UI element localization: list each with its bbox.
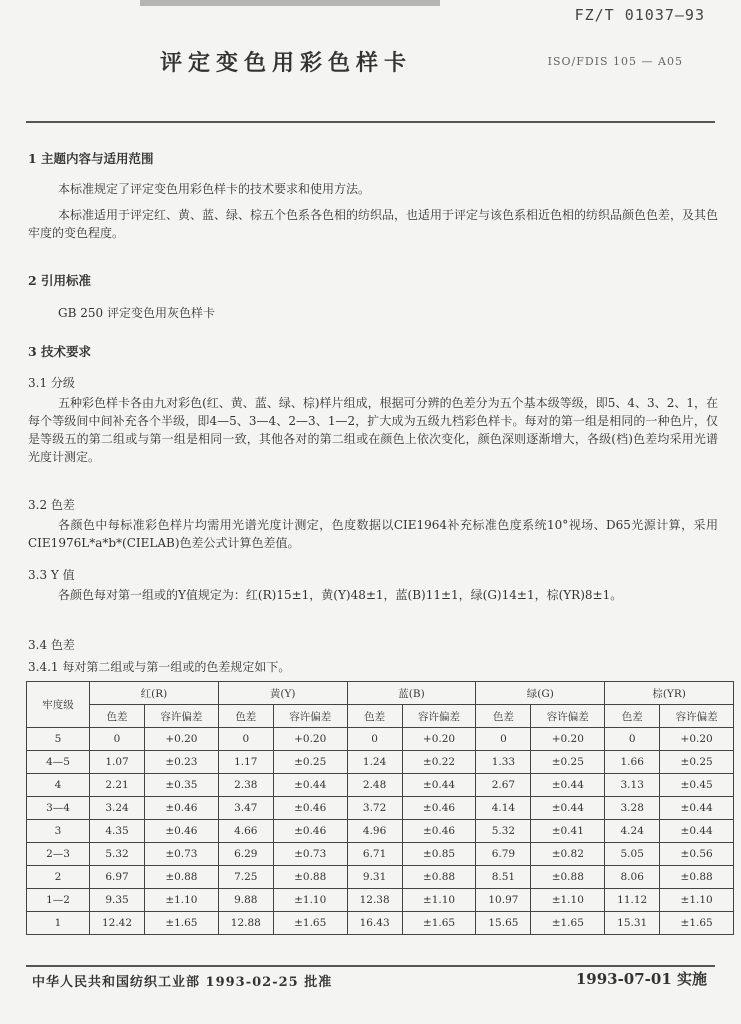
difference-cell: 9.35 <box>90 889 145 912</box>
section-1-title: 1 主题内容与适用范围 <box>28 151 154 166</box>
tolerance-cell: ±1.65 <box>273 912 347 935</box>
tolerance-cell: ±0.56 <box>660 843 734 866</box>
grade-cell: 4 <box>27 774 90 797</box>
table-row <box>27 774 734 797</box>
tolerance-cell: ±0.25 <box>660 751 734 774</box>
section-3-3-para: 各颜色每对第一组或的Y值规定为：红(R)15±1，黄(Y)48±1，蓝(B)11±1，绿(G)14±1，棕(YR)8±1。 <box>58 588 623 602</box>
subheader-cell: 色差 <box>347 705 402 728</box>
difference-cell: 15.31 <box>605 912 660 935</box>
effective-date: 1993-07-01 实施 <box>575 970 707 988</box>
grade-header: 牢度级 <box>27 682 90 728</box>
tolerance-cell: ±0.46 <box>402 797 476 820</box>
tolerance-cell: ±0.44 <box>660 820 734 843</box>
tolerance-cell: ±1.10 <box>145 889 219 912</box>
difference-cell: 4.14 <box>476 797 531 820</box>
tolerance-cell: ±1.65 <box>145 912 219 935</box>
tolerance-cell: ±0.45 <box>660 774 734 797</box>
difference-cell: 1.33 <box>476 751 531 774</box>
tolerance-cell: ±0.25 <box>531 751 605 774</box>
difference-cell: 3.24 <box>90 797 145 820</box>
group-header-yellow: 黄(Y) <box>218 682 347 705</box>
grade-cell: 2 <box>27 866 90 889</box>
tolerance-cell: +0.20 <box>660 728 734 751</box>
difference-cell: 15.65 <box>476 912 531 935</box>
difference-cell: 0 <box>218 728 273 751</box>
tolerance-cell: ±0.46 <box>273 820 347 843</box>
approval-note: 中华人民共和国纺织工业部 1993-02-25 批准 <box>32 975 333 990</box>
tolerance-cell: ±0.44 <box>402 774 476 797</box>
tolerance-cell: ±0.44 <box>273 774 347 797</box>
table-row <box>27 797 734 820</box>
tolerance-cell: ±1.65 <box>402 912 476 935</box>
document-title: 评定变色用彩色样卡 <box>160 50 413 76</box>
tolerance-cell: ±0.23 <box>145 751 219 774</box>
difference-cell: 11.12 <box>605 889 660 912</box>
tolerance-cell: ±0.46 <box>145 820 219 843</box>
section-3-2-title: 3.2 色差 <box>28 498 75 512</box>
tolerance-cell: ±1.10 <box>402 889 476 912</box>
group-header-blue: 蓝(B) <box>347 682 476 705</box>
section-3-4-title: 3.4 色差 <box>28 638 75 652</box>
tolerance-cell: ±0.44 <box>660 797 734 820</box>
table-row <box>27 843 734 866</box>
table-row <box>27 820 734 843</box>
tolerance-cell: ±0.41 <box>531 820 605 843</box>
subheader-cell: 色差 <box>605 705 660 728</box>
difference-cell: 5.32 <box>90 843 145 866</box>
color-difference-table <box>26 681 734 935</box>
grade-cell: 5 <box>27 728 90 751</box>
difference-cell: 2.48 <box>347 774 402 797</box>
tolerance-cell: ±0.73 <box>145 843 219 866</box>
subheader-cell: 容许偏差 <box>402 705 476 728</box>
subheader-cell: 色差 <box>218 705 273 728</box>
difference-cell: 0 <box>347 728 402 751</box>
tolerance-cell: +0.20 <box>531 728 605 751</box>
subheader-cell: 容许偏差 <box>531 705 605 728</box>
difference-cell: 1.24 <box>347 751 402 774</box>
difference-cell: 6.29 <box>218 843 273 866</box>
equivalent-standard: ISO/FDIS 105 — A05 <box>547 55 683 68</box>
tolerance-cell: ±0.46 <box>402 820 476 843</box>
difference-cell: 1.17 <box>218 751 273 774</box>
difference-cell: 3.47 <box>218 797 273 820</box>
tolerance-cell: ±0.88 <box>145 866 219 889</box>
difference-cell: 1.66 <box>605 751 660 774</box>
difference-cell: 1.07 <box>90 751 145 774</box>
difference-cell: 9.88 <box>218 889 273 912</box>
table-row <box>27 912 734 935</box>
section-2-title: 2 引用标准 <box>28 273 92 288</box>
tolerance-cell: ±1.10 <box>273 889 347 912</box>
difference-cell: 12.38 <box>347 889 402 912</box>
difference-cell: 0 <box>605 728 660 751</box>
tolerance-cell: +0.20 <box>145 728 219 751</box>
difference-cell: 12.42 <box>90 912 145 935</box>
subheader-cell: 色差 <box>90 705 145 728</box>
difference-cell: 6.97 <box>90 866 145 889</box>
table-body <box>27 728 734 935</box>
table-row <box>27 866 734 889</box>
tolerance-cell: ±0.44 <box>531 774 605 797</box>
section-2-para-1: GB 250 评定变色用灰色样卡 <box>58 306 215 320</box>
difference-cell: 16.43 <box>347 912 402 935</box>
tolerance-cell: ±1.10 <box>660 889 734 912</box>
grade-cell: 3—4 <box>27 797 90 820</box>
section-3-title: 3 技术要求 <box>28 344 92 359</box>
tolerance-cell: +0.20 <box>402 728 476 751</box>
subheader-cell: 容许偏差 <box>660 705 734 728</box>
subheader-cell: 容许偏差 <box>273 705 347 728</box>
grade-cell: 1—2 <box>27 889 90 912</box>
difference-cell: 12.88 <box>218 912 273 935</box>
section-1-para-1: 本标准规定了评定变色用彩色样卡的技术要求和使用方法。 <box>58 182 371 196</box>
table-row <box>27 751 734 774</box>
difference-cell: 4.24 <box>605 820 660 843</box>
difference-cell: 5.32 <box>476 820 531 843</box>
tolerance-cell: ±1.65 <box>531 912 605 935</box>
tolerance-cell: +0.20 <box>273 728 347 751</box>
difference-cell: 7.25 <box>218 866 273 889</box>
grade-cell: 4—5 <box>27 751 90 774</box>
section-3-4-1-title: 3.4.1 每对第二组或与第一组或的色差规定如下。 <box>28 660 291 674</box>
difference-cell: 4.66 <box>218 820 273 843</box>
group-header-green: 绿(G) <box>476 682 605 705</box>
standard-number: FZ/T 01037—93 <box>574 6 705 24</box>
tolerance-cell: ±0.82 <box>531 843 605 866</box>
tolerance-cell: ±0.88 <box>660 866 734 889</box>
section-1-para-2: 本标准适用于评定红、黄、蓝、绿、棕五个色系各色相的纺织品，也适用于评定与该色系相近色相的纺织品颜色色差，及其色牢度的变色程度。 <box>28 208 719 240</box>
difference-cell: 5.05 <box>605 843 660 866</box>
group-header-red: 红(R) <box>90 682 219 705</box>
difference-cell: 6.71 <box>347 843 402 866</box>
section-3-1-para: 五种彩色样卡各由九对彩色(红、黄、蓝、绿、棕)样片组成，根据可分辨的色差分为五个基本级等级，即5、4、3、2、1，在每个等级间中间补充各个半级，即4—5、3—4、2—3、1—2，扩大成为五级九档彩色样卡。每对的第一组是相同的一种色片，仅是等级五的第二组或与第一组是相同一致，其他各对的第二组或在颜色上依次变化，颜色深则逐渐增大，各级(档)色差均采用光谱光度计测定。 <box>28 396 718 464</box>
tolerance-cell: ±1.65 <box>660 912 734 935</box>
grade-cell: 1 <box>27 912 90 935</box>
difference-cell: 8.06 <box>605 866 660 889</box>
table-subheader-row <box>27 705 734 728</box>
tolerance-cell: ±0.25 <box>273 751 347 774</box>
difference-cell: 0 <box>90 728 145 751</box>
tolerance-cell: ±0.46 <box>273 797 347 820</box>
section-3-2-para: 各颜色中每标准彩色样片均需用光谱光度计测定，色度数据以CIE1964补充标准色度系统10°视场、D65光源计算，采用CIE1976L*a*b*(CIELAB)色差公式计算色差值。 <box>28 518 718 550</box>
difference-cell: 8.51 <box>476 866 531 889</box>
tolerance-cell: ±0.46 <box>145 797 219 820</box>
tolerance-cell: ±0.88 <box>402 866 476 889</box>
section-3-1-title: 3.1 分级 <box>28 376 75 390</box>
difference-cell: 3.13 <box>605 774 660 797</box>
difference-cell: 2.67 <box>476 774 531 797</box>
difference-cell: 0 <box>476 728 531 751</box>
table-row <box>27 889 734 912</box>
tolerance-cell: ±1.10 <box>531 889 605 912</box>
difference-cell: 4.96 <box>347 820 402 843</box>
tolerance-cell: ±0.73 <box>273 843 347 866</box>
difference-cell: 3.72 <box>347 797 402 820</box>
subheader-cell: 色差 <box>476 705 531 728</box>
table-header-row <box>27 682 734 705</box>
grade-cell: 2—3 <box>27 843 90 866</box>
tolerance-cell: ±0.22 <box>402 751 476 774</box>
grade-cell: 3 <box>27 820 90 843</box>
difference-cell: 9.31 <box>347 866 402 889</box>
difference-cell: 3.28 <box>605 797 660 820</box>
tolerance-cell: ±0.88 <box>531 866 605 889</box>
difference-cell: 4.35 <box>90 820 145 843</box>
footer-rule <box>26 965 715 967</box>
difference-cell: 6.79 <box>476 843 531 866</box>
tolerance-cell: ±0.44 <box>531 797 605 820</box>
section-3-3-title: 3.3 Y 值 <box>28 568 75 582</box>
tolerance-cell: ±0.35 <box>145 774 219 797</box>
group-header-brown: 棕(YR) <box>605 682 734 705</box>
difference-cell: 10.97 <box>476 889 531 912</box>
difference-cell: 2.38 <box>218 774 273 797</box>
difference-cell: 2.21 <box>90 774 145 797</box>
tolerance-cell: ±0.85 <box>402 843 476 866</box>
header-rule <box>26 121 715 123</box>
tolerance-cell: ±0.88 <box>273 866 347 889</box>
header-band <box>140 0 440 6</box>
subheader-cell: 容许偏差 <box>145 705 219 728</box>
table-row <box>27 728 734 751</box>
